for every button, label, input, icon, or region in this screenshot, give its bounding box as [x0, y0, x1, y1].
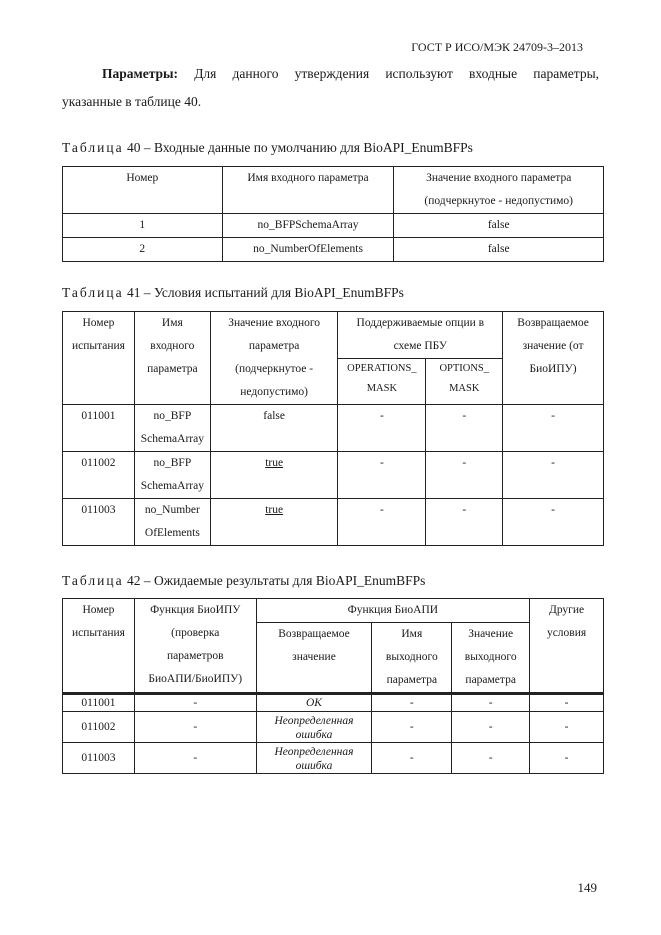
- cell-text: ошибка: [295, 729, 333, 741]
- caption-label: Таблица: [62, 140, 124, 155]
- cell-text: no_BFP: [153, 410, 192, 422]
- table-42-caption: [62, 573, 425, 589]
- header-text: выходного: [464, 651, 517, 663]
- header-text: недопустимо): [240, 386, 309, 398]
- table-cell: -: [372, 712, 452, 743]
- header-text: Имя: [161, 317, 183, 329]
- table-cell: -: [503, 405, 604, 452]
- intro-paragraph: [62, 60, 599, 116]
- header-cell: [338, 359, 426, 405]
- header-text: OPTIONS_: [439, 363, 490, 374]
- header-text: БиоИПУ): [529, 363, 577, 375]
- cell-text: SchemaArray: [140, 480, 204, 492]
- page-number: 149: [577, 880, 597, 895]
- table-40-caption: [62, 140, 473, 156]
- header-cell: [63, 312, 135, 405]
- table-cell: [134, 499, 210, 546]
- header-text: Имя: [401, 628, 423, 640]
- table-row: [63, 694, 604, 712]
- table-row: [63, 214, 604, 238]
- caption-text: 41 – Условия испытаний для BioAPI_EnumBFPs: [127, 285, 404, 300]
- table-cell: [210, 499, 338, 546]
- header-text: (проверка: [171, 627, 220, 639]
- table-cell: -: [338, 405, 426, 452]
- table-41-caption: [62, 285, 404, 301]
- header-text: параметров: [166, 650, 224, 662]
- header-text: выходного: [385, 651, 438, 663]
- header-cell: [452, 623, 530, 693]
- header-text: входного: [150, 340, 195, 352]
- table-header-row: [63, 167, 604, 214]
- table-header-row: [63, 312, 604, 359]
- table-cell: -: [134, 712, 256, 743]
- header-text: (подчеркнутое - недопустимо): [424, 195, 573, 207]
- table-cell: false: [210, 405, 338, 452]
- table-row: [63, 743, 604, 774]
- table-cell: no_NumberOfElements: [222, 238, 394, 262]
- header-text: БиоАПИ/БиоИПУ): [148, 673, 243, 685]
- cell-text: OfElements: [144, 527, 200, 539]
- header-text: значение (от: [522, 340, 584, 352]
- table-cell: -: [338, 499, 426, 546]
- table-cell: 1: [63, 214, 223, 238]
- table-cell: -: [503, 499, 604, 546]
- table-cell: 011001: [63, 405, 135, 452]
- header-text: MASK: [366, 383, 398, 394]
- header-text: Другие: [548, 604, 585, 616]
- header-text: Номер: [82, 604, 115, 616]
- cell-text: true: [265, 457, 284, 469]
- header-text: значение: [292, 651, 336, 663]
- table-cell: [256, 712, 372, 743]
- header-text: Возвращаемое: [517, 317, 589, 329]
- table-40: [62, 166, 604, 262]
- caption-label: Таблица: [62, 573, 124, 588]
- table-cell: -: [530, 743, 604, 774]
- table-cell: -: [452, 743, 530, 774]
- header-text: MASK: [449, 383, 480, 394]
- header-text: схеме ПБУ: [393, 340, 448, 352]
- table-row: [63, 499, 604, 546]
- table-cell: 011003: [63, 743, 135, 774]
- intro-bold-label: Параметры:: [102, 66, 179, 81]
- header-text: (подчеркнутое -: [235, 363, 314, 375]
- table-42: [62, 598, 604, 774]
- table-cell: -: [503, 452, 604, 499]
- header-cell: [426, 359, 503, 405]
- cell-text: ошибка: [295, 760, 333, 772]
- table-cell: -: [452, 694, 530, 712]
- table-cell: 011003: [63, 499, 135, 546]
- header-cell: [338, 312, 503, 359]
- table-cell: -: [426, 452, 503, 499]
- header-cell: [134, 599, 256, 693]
- table-cell: -: [372, 743, 452, 774]
- caption-label: Таблица: [62, 285, 124, 300]
- table-cell: OK: [256, 694, 372, 712]
- table-cell: [134, 452, 210, 499]
- header-cell: [503, 312, 604, 405]
- table-cell: -: [530, 694, 604, 712]
- cell-text: true: [265, 504, 284, 516]
- header-text: Номер: [82, 317, 115, 329]
- header-cell: Функция БиоАПИ: [256, 599, 530, 623]
- table-cell: [256, 743, 372, 774]
- header-text: Возвращаемое: [278, 628, 350, 640]
- header-cell: [530, 599, 604, 693]
- table-cell: [134, 405, 210, 452]
- table-cell: -: [452, 712, 530, 743]
- header-text: параметра: [465, 674, 516, 686]
- table-cell: false: [394, 238, 604, 262]
- header-text: Значение: [468, 628, 514, 640]
- header-text: Функция БиоИПУ: [150, 604, 241, 616]
- table-cell: 2: [63, 238, 223, 262]
- table-cell: 011001: [63, 694, 135, 712]
- header-cell: Номер: [63, 167, 223, 214]
- header-text: параметра: [147, 363, 198, 375]
- header-text: Поддерживаемые опции в: [356, 317, 485, 329]
- document-header: ГОСТ Р ИСО/МЭК 24709-3–2013: [411, 40, 583, 54]
- table-41: [62, 311, 604, 546]
- header-text: параметра: [248, 340, 300, 352]
- cell-text: Неопределенная: [274, 715, 354, 727]
- header-cell: Имя входного параметра: [222, 167, 394, 214]
- header-cell: [210, 312, 338, 405]
- table-cell: -: [426, 405, 503, 452]
- table-row: [63, 452, 604, 499]
- caption-text: 42 – Ожидаемые результаты для BioAPI_EnumBFPs: [127, 573, 426, 588]
- intro-text: Для данного утверждения используют входные параметры,: [194, 66, 600, 81]
- table-cell: -: [426, 499, 503, 546]
- header-text: параметра: [386, 674, 438, 686]
- table-cell: -: [530, 712, 604, 743]
- cell-text: Неопределенная: [274, 746, 354, 758]
- header-text: Значение входного параметра: [426, 172, 572, 184]
- table-row: [63, 405, 604, 452]
- header-cell: [134, 312, 210, 405]
- header-cell: [372, 623, 452, 693]
- table-cell: no_BFPSchemaArray: [222, 214, 394, 238]
- cell-text: no_BFP: [153, 457, 192, 469]
- cell-text: no_Number: [144, 504, 200, 516]
- header-cell: [256, 623, 372, 693]
- header-text: испытания: [71, 340, 125, 352]
- header-cell: [394, 167, 604, 214]
- table-cell: 011002: [63, 712, 135, 743]
- caption-text: 40 – Входные данные по умолчанию для BioAPI_EnumBFPs: [127, 140, 473, 155]
- header-text: Значение входного: [228, 317, 321, 329]
- table-row: [63, 238, 604, 262]
- table-header-row: [63, 599, 604, 623]
- header-text: OPERATIONS_: [347, 363, 417, 374]
- table-cell: false: [394, 214, 604, 238]
- table-cell: -: [134, 694, 256, 712]
- table-cell: -: [372, 694, 452, 712]
- table-row: [63, 712, 604, 743]
- intro-text-line2: указанные в таблице 40.: [62, 94, 202, 109]
- table-cell: -: [134, 743, 256, 774]
- header-text: испытания: [71, 627, 125, 639]
- table-cell: -: [338, 452, 426, 499]
- table-cell: 011002: [63, 452, 135, 499]
- cell-text: SchemaArray: [140, 433, 204, 445]
- table-cell: [210, 452, 338, 499]
- header-cell: [63, 599, 135, 693]
- header-text: условия: [546, 627, 587, 639]
